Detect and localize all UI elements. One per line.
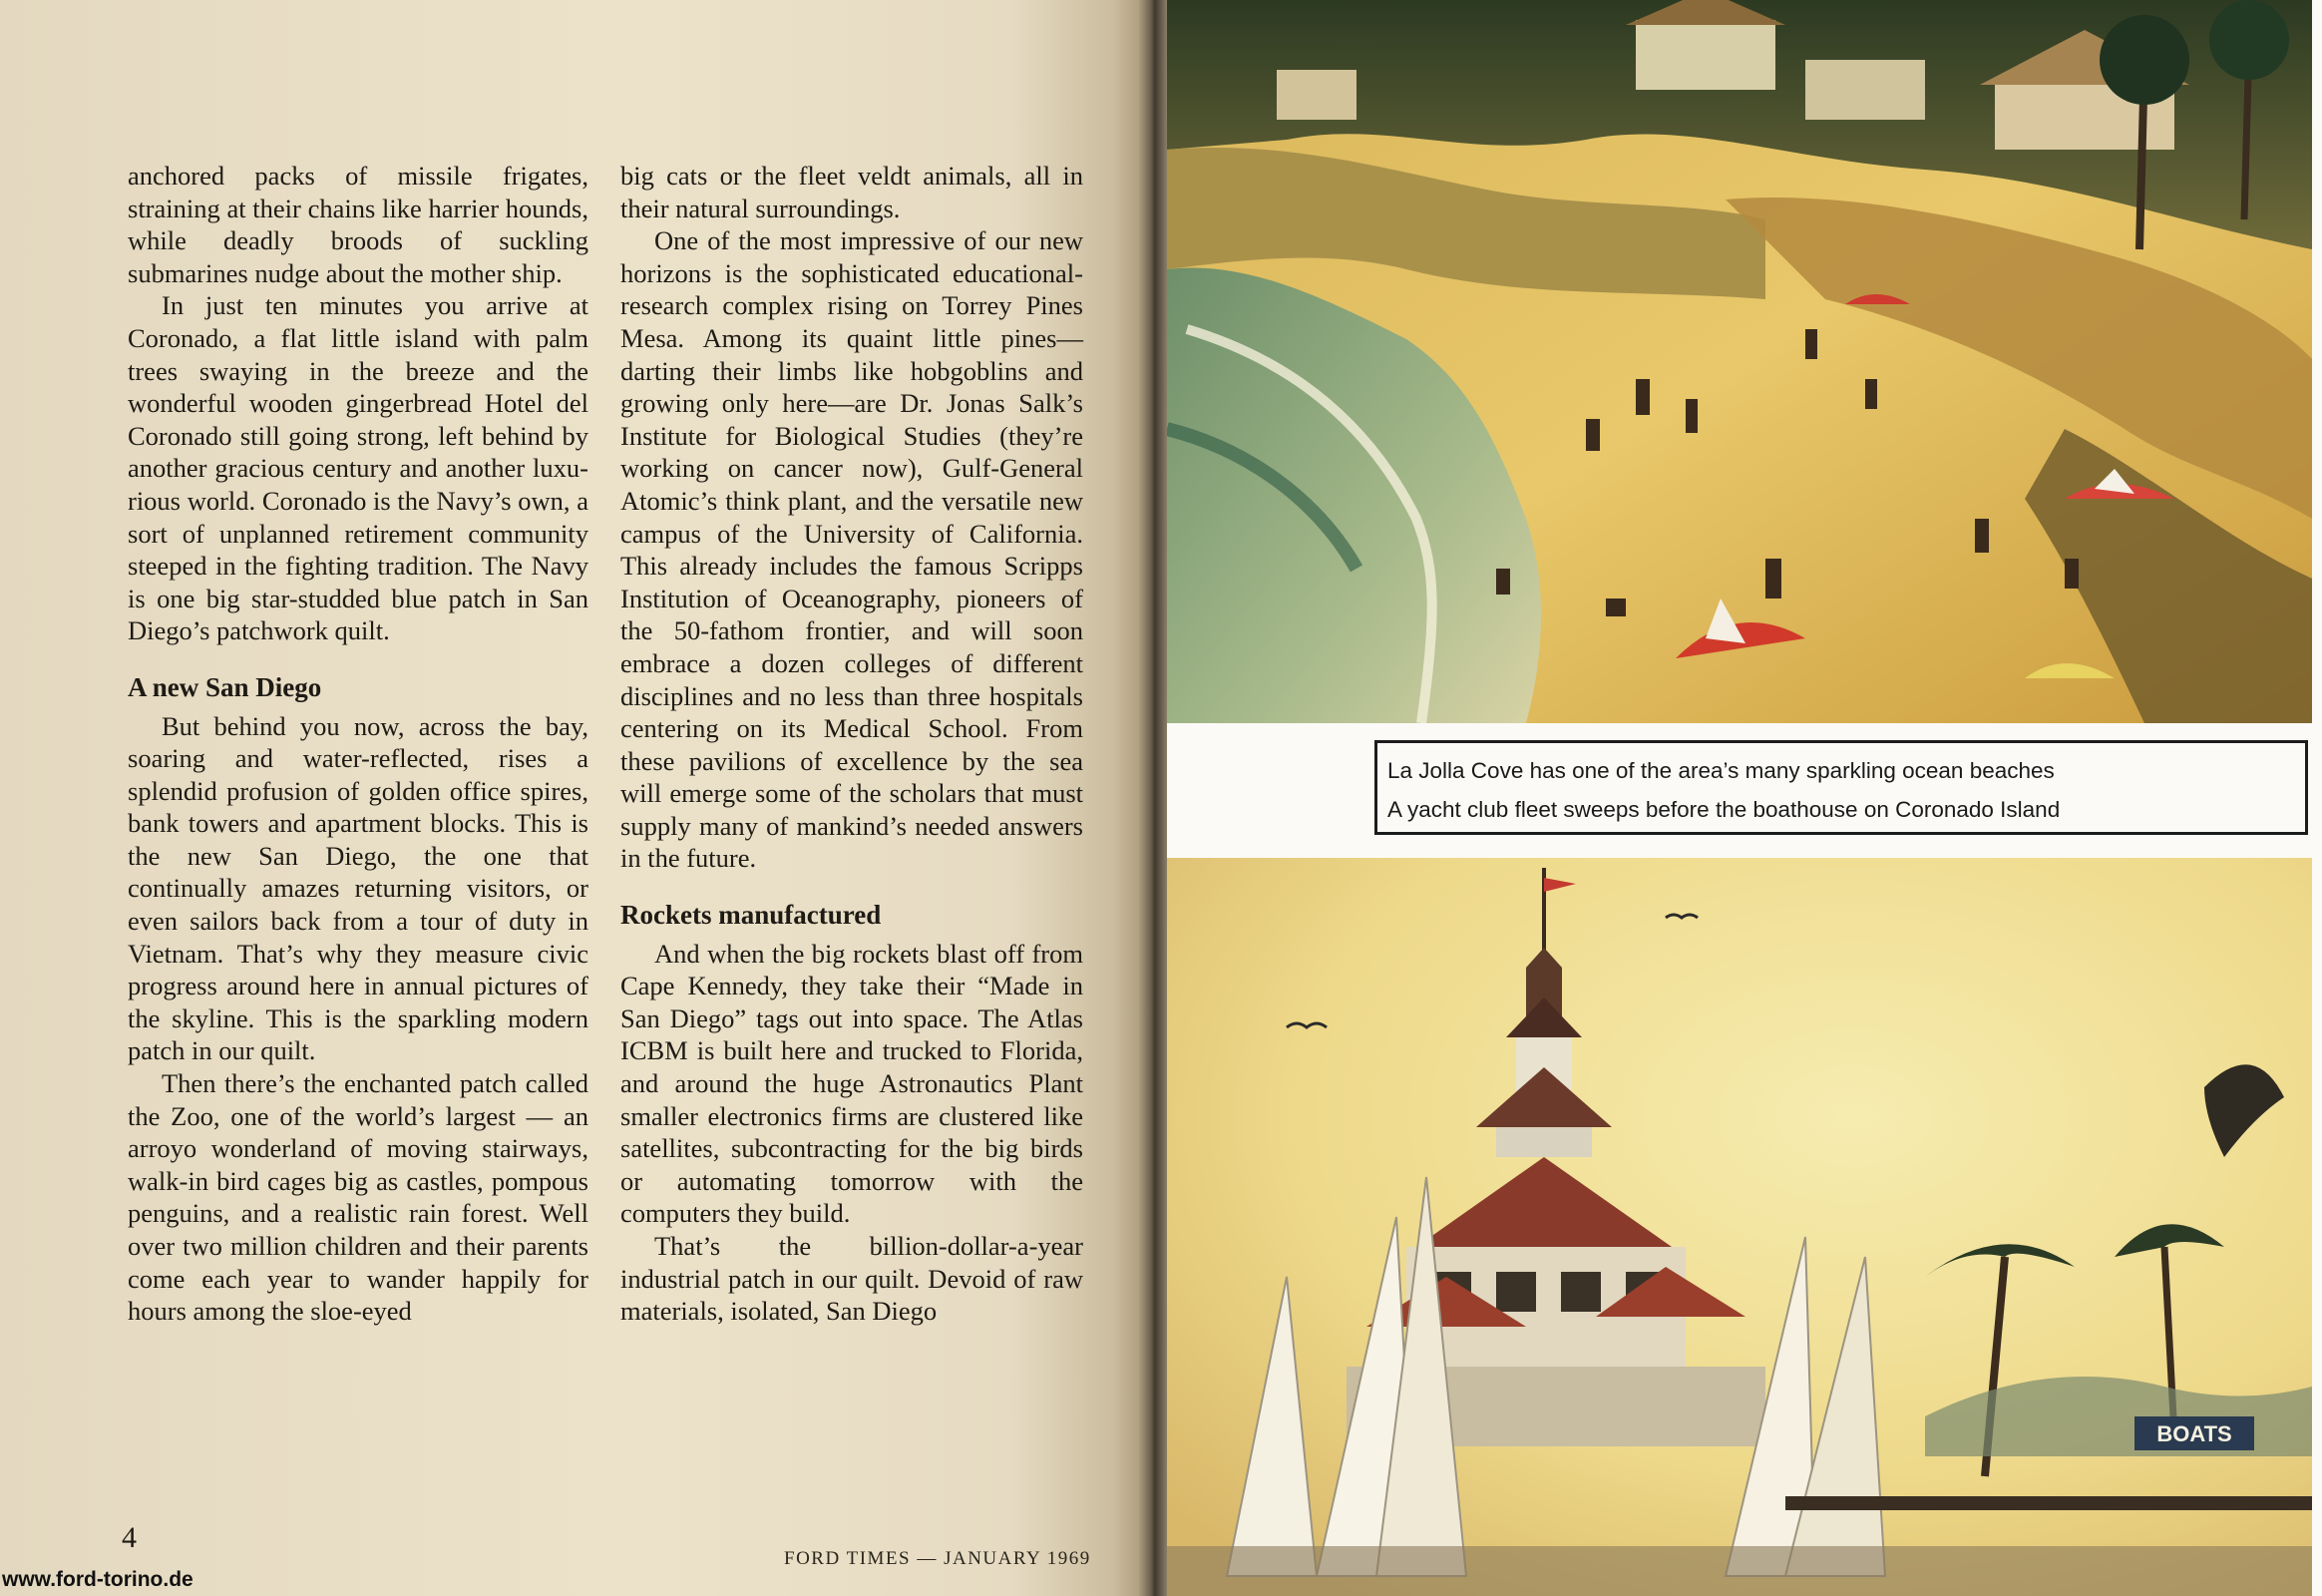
paragraph: One of the most impressive of our new horizons is the sophisticated educational-research complex rising on Torrey Pines Mesa. Among its quaint little pines—darting their limbs like hobgoblins and growing only here—are Dr. Jonas Salk’s Institute for Biological Studies (they’re working on cancer now), Gulf-General Atomic’s think plant, and the versatile new campus of the University of California. This already includes the famous Scripps Institution of Oceanography, pioneers of the 50-fathom frontier, and will soon embrace a dozen colleges of different disciplines and no less than three hospitals centering on its Medical School. From these pavilions of excellence by the sea will emerge some of the scholars that must supply many of mankind’s needed answers in the future. xyxy=(620,225,1083,874)
running-footer: FORD TIMES — JANUARY 1969 xyxy=(784,1548,1091,1569)
caption-box xyxy=(1374,740,2308,835)
paragraph: That’s the billion-dollar-a-year industrial patch in our quilt. Devoid of raw materials, isolated, San Diego xyxy=(620,1231,1083,1327)
text-column-2 xyxy=(620,160,1083,1328)
coronado-boathouse-painting xyxy=(1167,858,2312,1596)
paragraph: But behind you now, across the bay, soaring and water-reflected, rises a splendid profusion of golden office spires, bank towers and apartment blocks. This is the new San Diego, the one that continually amazes returning visitors, or even sailors back from a tour of duty in Vietnam. That’s why they measure civic progress around here in annual pictures of the skyline. This is the sparkling modern patch in our quilt. xyxy=(128,710,588,1066)
paragraph: big cats or the fleet veldt animals, all in their natural surroundings. xyxy=(620,161,1083,223)
section-heading: Rockets manufactured xyxy=(620,900,882,931)
paragraph: anchored packs of missile frigates, straining at their chains like harrier hounds, while deadly broods of suckling submarines nudge about the mother ship. xyxy=(128,161,588,288)
caption-bottom: A yacht club fleet sweeps before the boathouse on Coronado Island xyxy=(1387,797,2061,822)
text-column-1 xyxy=(128,160,588,1328)
book-gutter xyxy=(1137,0,1167,1596)
caption-top: La Jolla Cove has one of the area’s many sparkling ocean beaches xyxy=(1387,758,2055,783)
section-heading: A new San Diego xyxy=(128,671,322,702)
right-page xyxy=(1167,0,2322,1596)
watermark-url: www.ford-torino.de xyxy=(2,1568,194,1591)
boats-sign: BOATS xyxy=(2156,1421,2232,1446)
paragraph: In just ten minutes you arrive at Coronado, a flat little island with palm trees swaying in the breeze and the wonderful wooden gingerbread Hotel del Coronado still going strong, left behind by another gracious century and another luxurious world. Coronado is the Navy’s own, a sort of unplanned retirement community steeped in the fighting tradition. The Navy is one big star-studded blue patch in San Diego’s patchwork quilt. xyxy=(128,290,588,646)
paragraph: And when the big rockets blast off from Cape Kennedy, they take their “Made in San Diego” tags out into space. The Atlas ICBM is built here and trucked to Florida, and around the huge Astronautics Plant smaller electronics firms are clustered like satellites, subcontracting for the big birds or automating tomorrow with the computers they build. xyxy=(620,938,1083,1229)
paragraph: Then there’s the enchanted patch called the Zoo, one of the world’s largest — an arroyo wonderland of moving stairways, walk-in bird cages big as castles, pompous penguins, and a realistic rain forest. Well over two million children and their parents come each year to wander happily for hours among the sloe-eyed xyxy=(128,1068,588,1327)
la-jolla-cove-painting xyxy=(1167,0,2312,723)
page-number: 4 xyxy=(122,1521,137,1554)
left-page xyxy=(0,0,1147,1596)
